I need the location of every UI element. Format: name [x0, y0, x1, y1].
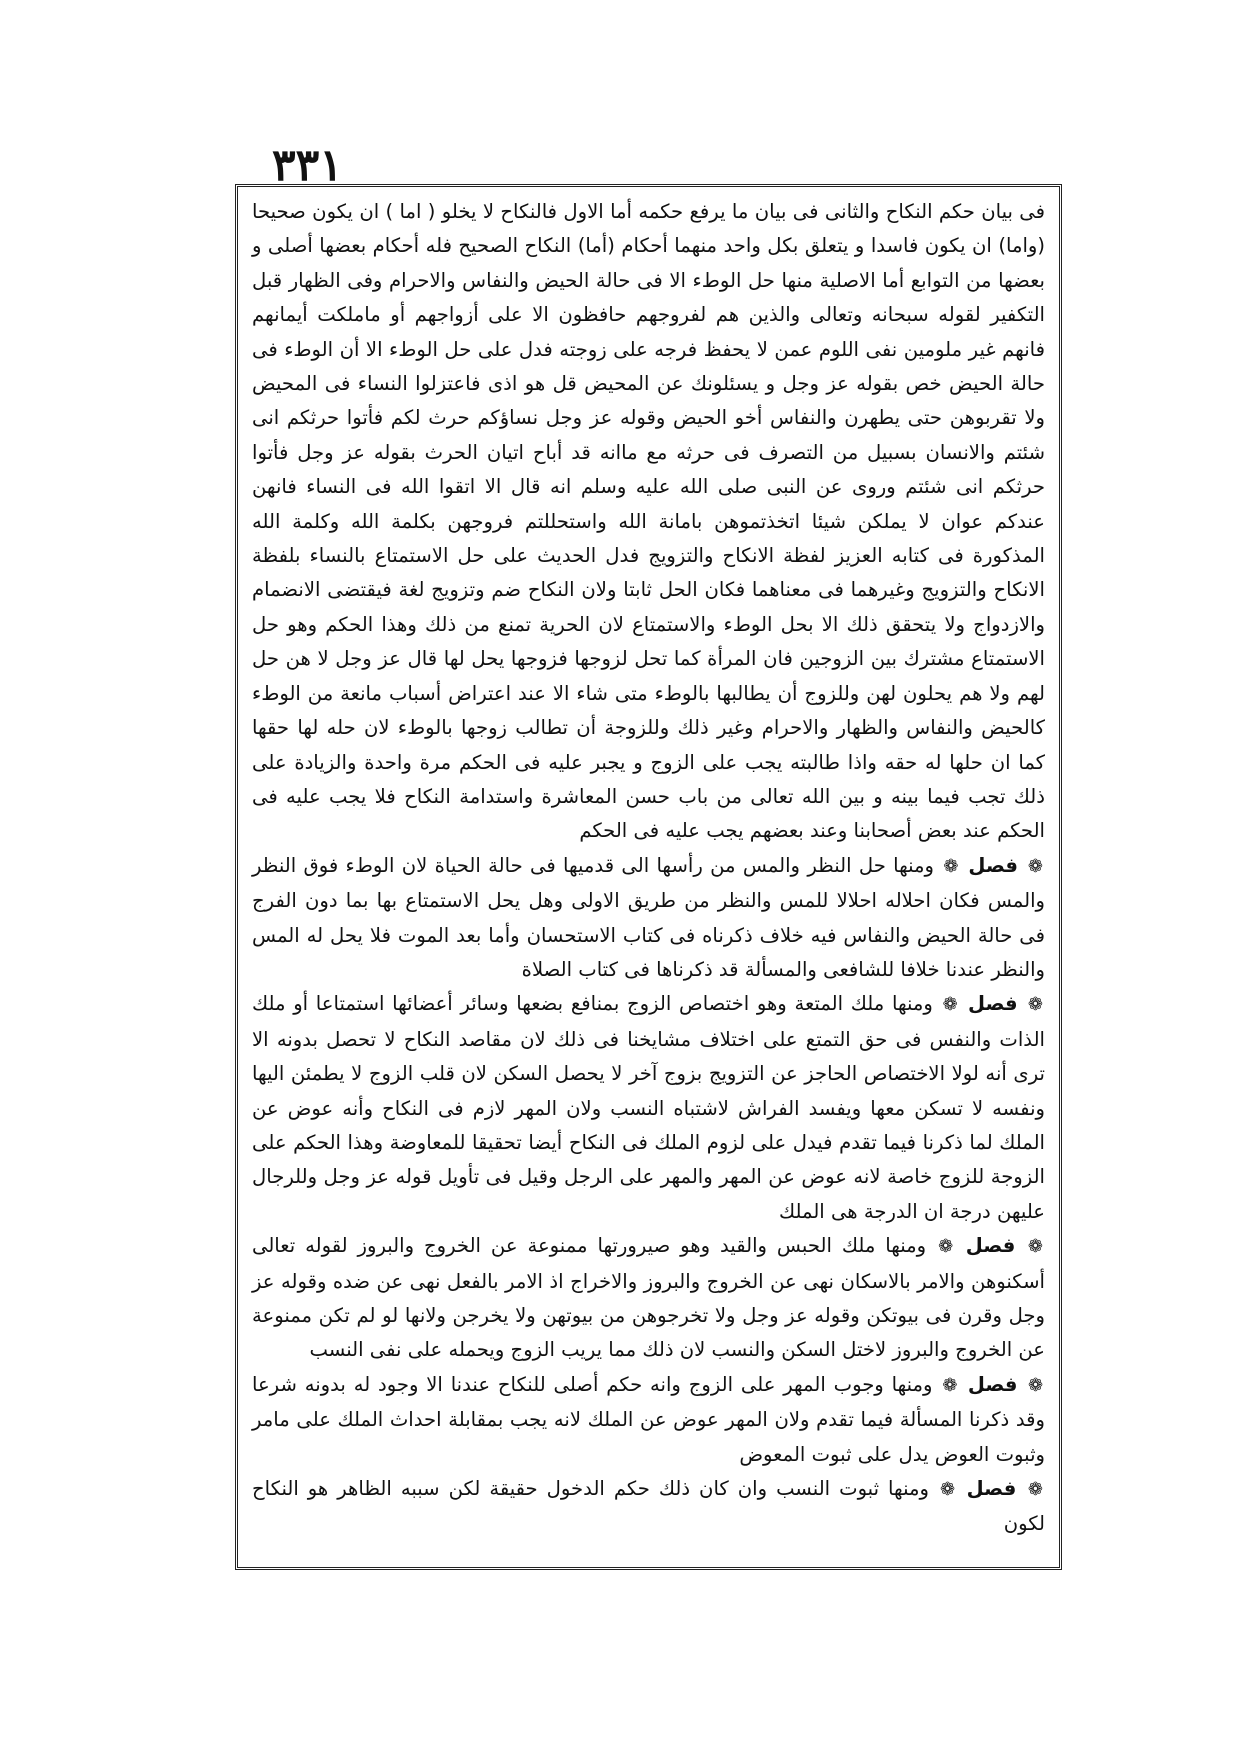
- ornament-icon: ❁: [938, 1236, 954, 1258]
- paragraph-text: ومنها ملك الحبس والقيد وهو صيرورتها ممنوعة عن الخروج والبروز لقوله تعالى أسكنوهن والامر بالاسكان نهى عن الخروج والبروز والاخراج اذ الامر بالفعل نهى عن ضده وقوله عز وجل وقرن فى بيوتكن وقوله عز وجل ولا تخرجوهن من بيوتهن ولا يخرجن ولانها لو لم تكن ممنوعة عن الخروج والبروز لاختل السكن والنسب لان ذلك مما يريب الزوج ويحمله على نفى النسب: [252, 1234, 1045, 1362]
- paragraph-fasl-mahr: [252, 1368, 1045, 1472]
- ornament-icon: ❁: [942, 994, 958, 1016]
- section-label: [938, 1477, 1045, 1500]
- section-label-text: فصل: [968, 853, 1018, 877]
- paragraph-text: ومنها حل النظر والمس من رأسها الى قدميها فى حالة الحياة لان الوطء فوق النظر والمس فكان احلاله احلالا للمس والنظر من طريق الاولى وهل يحل الاستمتاع بها بما دون الفرج فى حالة الحيض والنفاس فيه خلاف ذكرناه فى كتاب الاستحسان وأما بعد الموت فلا يحل له المس والنظر عندنا خلافا للشافعى والمسألة قد ذكرناها فى كتاب الصلاة: [252, 853, 1045, 981]
- page-body: [252, 195, 1045, 1542]
- text-frame: [235, 184, 1062, 1570]
- ornament-icon: ❁: [1027, 1479, 1043, 1501]
- paragraph-fasl-nasab: [252, 1472, 1045, 1542]
- paragraph-text: ومنها ثبوت النسب وان كان ذلك حكم الدخول حقيقة لكن سببه الظاهر هو النكاح لكون: [252, 1477, 1045, 1536]
- paragraph-fasl-nazar: [252, 849, 1045, 988]
- ornament-icon: ❁: [1027, 1374, 1044, 1396]
- section-label-text: فصل: [967, 992, 1018, 1016]
- section-label: [940, 1373, 1045, 1396]
- paragraph-text: ومنها ملك المتعة وهو اختصاص الزوج بمنافع بضعها وسائر أعضائها استمتاعا أو ملك الذات والنفس فى حق التمتع على اختلاف مشايخنا فى ذلك لان مقاصد النكاح لا تحصل بدونه الا ترى أنه لولا الاختصاص الحاجز عن التزويج بزوج آخر لا يحصل السكن لان قلب الزوج لا يطمئن اليها ونفسه لا تسكن معها ويفسد الفراش لاشتباه النسب ولان المهر لازم فى النكاح وأنه عوض عن الملك لما ذكرنا فيما تقدم فيدل على لزوم الملك فى النكاح أيضا تحقيقا للمعاوضة وهذا الحكم على الزوجة للزوج خاصة لانه عوض عن المهر والمهر على الرجل وقيل فى تأويل قوله عز وجل وللرجال عليهن درجة ان الدرجة هى الملك: [252, 992, 1045, 1223]
- section-label: [941, 854, 1045, 877]
- ornament-icon: ❁: [939, 1479, 956, 1501]
- paragraph-text: فى بيان حكم النكاح والثانى فى بيان ما يرفع حكمه أما الاول فالنكاح لا يخلو ( اما ) ان يكون صحيحا (واما) ان يكون فاسدا و يتعلق بكل واحد منهما أحكام (أما) النكاح الصحيح فله أحكام بعضها أصلى و بعضها من التوابع أما الاصلية منها حل الوطء الا فى حالة الحيض والنفاس والاحرام وفى الظهار قبل التكفير لقوله سبحانه وتعالى والذين هم لفروجهم حافظون الا على أزواجهم أو ماملكت أيمانهم فانهم غير ملومين نفى اللوم عمن لا يحفظ فرجه على زوجته فدل على حل الوطء الا أن الوطء فى حالة الحيض خص بقوله عز وجل و يسئلونك عن المحيض قل هو اذى فاعتزلوا النساء فى المحيض ولا تقربوهن حتى يطهرن والنفاس أخو الحيض وقوله عز وجل نساؤكم حرث لكم فأتوا حرثكم انى شئتم والانسان بسبيل من التصرف فى حرثه مع ماانه قد أباح اتيان الحرث بقوله عز وجل فأتوا حرثكم انى شئتم وروى عن النبى صلى الله عليه وسلم انه قال الا اتقوا الله فى النساء فانهن عندكم عوان لا يملكن شيئا اتخذتموهن بامانة الله واستحللتم فروجهن بكلمة الله وكلمة الله المذكورة فى كتابه العزيز لفظة الانكاح والتزويج فدل الحديث على حل الاستمتاع بالنساء بلفظة الانكاح والتزويج وغيرهما فى معناهما فكان الحل ثابتا ولان النكاح ضم وتزويج لغة فيقتضى الانضمام والازدواج ولا يتحقق ذلك الا بحل الوطء والاستمتاع لان الحرية تمنع من ذلك وهذا الحكم وهو حل الاستمتاع مشترك بين الزوجين فان المرأة كما تحل لزوجها فزوجها يحل لها قال عز وجل لا هن حل لهم ولا هم يحلون لهن وللزوج أن يطالبها بالوطء متى شاء الا عند اعتراض أسباب مانعة من الوطء كالحيض والنفاس والظهار والاحرام وغير ذلك وللزوجة أن تطالب زوجها بالوطء لان حله لها حقها كما ان حلها له حقه واذا طالبته يجب على الزوج و يجبر عليه فى الحكم مرة واحدة والزيادة على ذلك تجب فيما بينه و بين الله تعالى من باب حسن المعاشرة واستدامة النكاح فلا يجب عليه فى الحكم عند بعض أصحابنا وعند بعضهم يجب عليه فى الحكم: [252, 200, 1045, 843]
- page-number: ٣٣١: [272, 140, 343, 191]
- paragraph-intro: [252, 195, 1045, 849]
- section-label-text: فصل: [967, 1372, 1018, 1396]
- paragraph-text: ومنها وجوب المهر على الزوج وانه حكم أصلى للنكاح عندنا الا وجود له بدونه شرعا وقد ذكرنا المسألة فيما تقدم ولان المهر عوض عن الملك لانه يجب بمقابلة احداث الملك على مامر وثبوت العوض يدل على ثبوت المعوض: [252, 1372, 1045, 1466]
- ornament-icon: ❁: [1027, 855, 1044, 877]
- section-label: [936, 1234, 1045, 1257]
- ornament-icon: ❁: [942, 1374, 958, 1396]
- section-label-text: فصل: [965, 1234, 1016, 1258]
- paragraph-fasl-habs: [252, 1229, 1045, 1368]
- ornament-icon: ❁: [1027, 994, 1043, 1016]
- section-label-text: فصل: [966, 1477, 1017, 1501]
- ornament-icon: ❁: [943, 855, 959, 877]
- paragraph-fasl-mutah: [252, 987, 1045, 1229]
- section-label: [941, 992, 1045, 1015]
- ornament-icon: ❁: [1027, 1236, 1044, 1258]
